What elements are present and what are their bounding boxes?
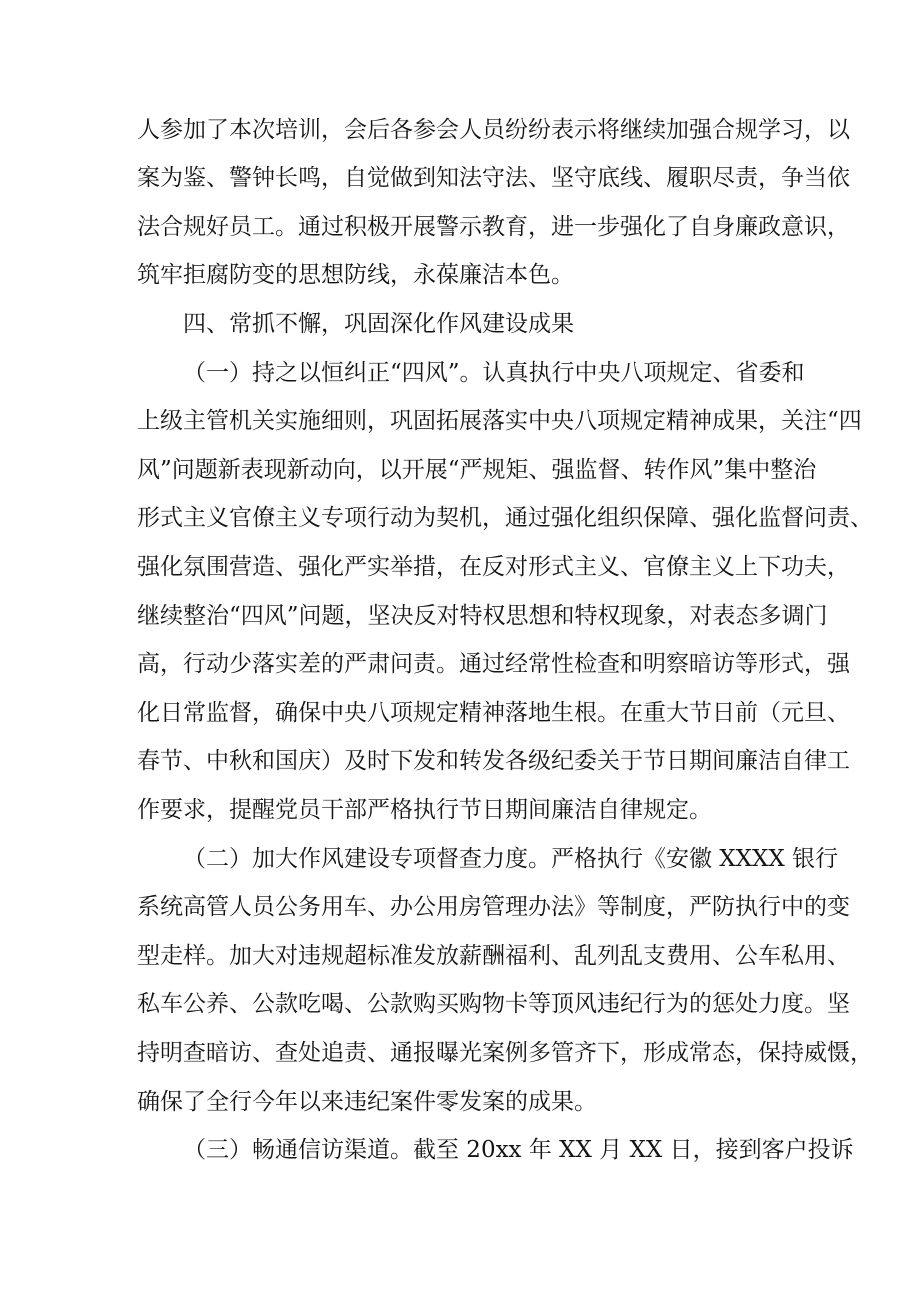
paragraph-line: 型走样。加大对违规超标准发放薪酬福利、乱列乱支费用、公车私用、	[137, 943, 850, 969]
paragraph-line: 持明查暗访、查处追责、通报曝光案例多管齐下，形成常态，保持威慑，	[137, 1040, 873, 1066]
paragraph-line: 继续整治“四风”问题，坚决反对特权思想和特权现象，对表态多调门	[137, 603, 828, 629]
section-heading: 四、常抓不懈，巩固深化作风建设成果	[183, 311, 574, 337]
paragraph-line: 私车公养、公款吃喝、公款购买购物卡等顶风违纪行为的惩处力度。坚	[137, 991, 850, 1017]
paragraph-line: 作要求，提醒党员干部严格执行节日期间廉洁自律规定。	[137, 797, 712, 823]
paragraph-line: 筑牢拒腐防变的思想防线，永葆廉洁本色。	[137, 262, 574, 288]
paragraph-line: 系统高管人员公务用车、办公用房管理办法》等制度，严防执行中的变	[137, 894, 850, 920]
paragraph-line: 化日常监督，确保中央八项规定精神落地生根。在重大节日前（元旦、	[137, 700, 850, 726]
paragraph-line: （一）持之以恒纠正“四风”。认真执行中央八项规定、省委和	[183, 360, 805, 386]
paragraph-line: 人参加了本次培训，会后各参会人员纷纷表示将继续加强合规学习，以	[137, 117, 850, 143]
paragraph-line: 春节、中秋和国庆）及时下发和转发各级纪委关于节日期间廉洁自律工	[137, 748, 850, 774]
paragraph-line: 确保了全行今年以来违纪案件零发案的成果。	[137, 1089, 597, 1115]
paragraph-line: 高，行动少落实差的严肃问责。通过经常性检查和明察暗访等形式，强	[137, 651, 850, 677]
paragraph-line: 形式主义官僚主义专项行动为契机，通过强化组织保障、强化监督问责、	[137, 505, 873, 531]
paragraph-line: 上级主管机关实施细则，巩固拓展落实中央八项规定精神成果，关注“四	[137, 408, 862, 434]
paragraph-line: 案为鉴、警钟长鸣，自觉做到知法守法、坚守底线、履职尽责，争当依	[137, 165, 850, 191]
paragraph-line: 强化氛围营造、强化严实举措，在反对形式主义、官僚主义上下功夫，	[137, 554, 850, 580]
paragraph-line: 风”问题新表现新动向，以开展“严规矩、强监督、转作风”集中整治	[137, 457, 817, 483]
paragraph-line: 法合规好员工。通过积极开展警示教育，进一步强化了自身廉政意识，	[137, 214, 850, 240]
paragraph-line: （二）加大作风建设专项督查力度。严格执行《安徽 XXXX 银行	[183, 846, 839, 872]
paragraph-line: （三）畅通信访渠道。截至 20xx 年 XX 月 XX 日，接到客户投诉	[183, 1137, 854, 1163]
